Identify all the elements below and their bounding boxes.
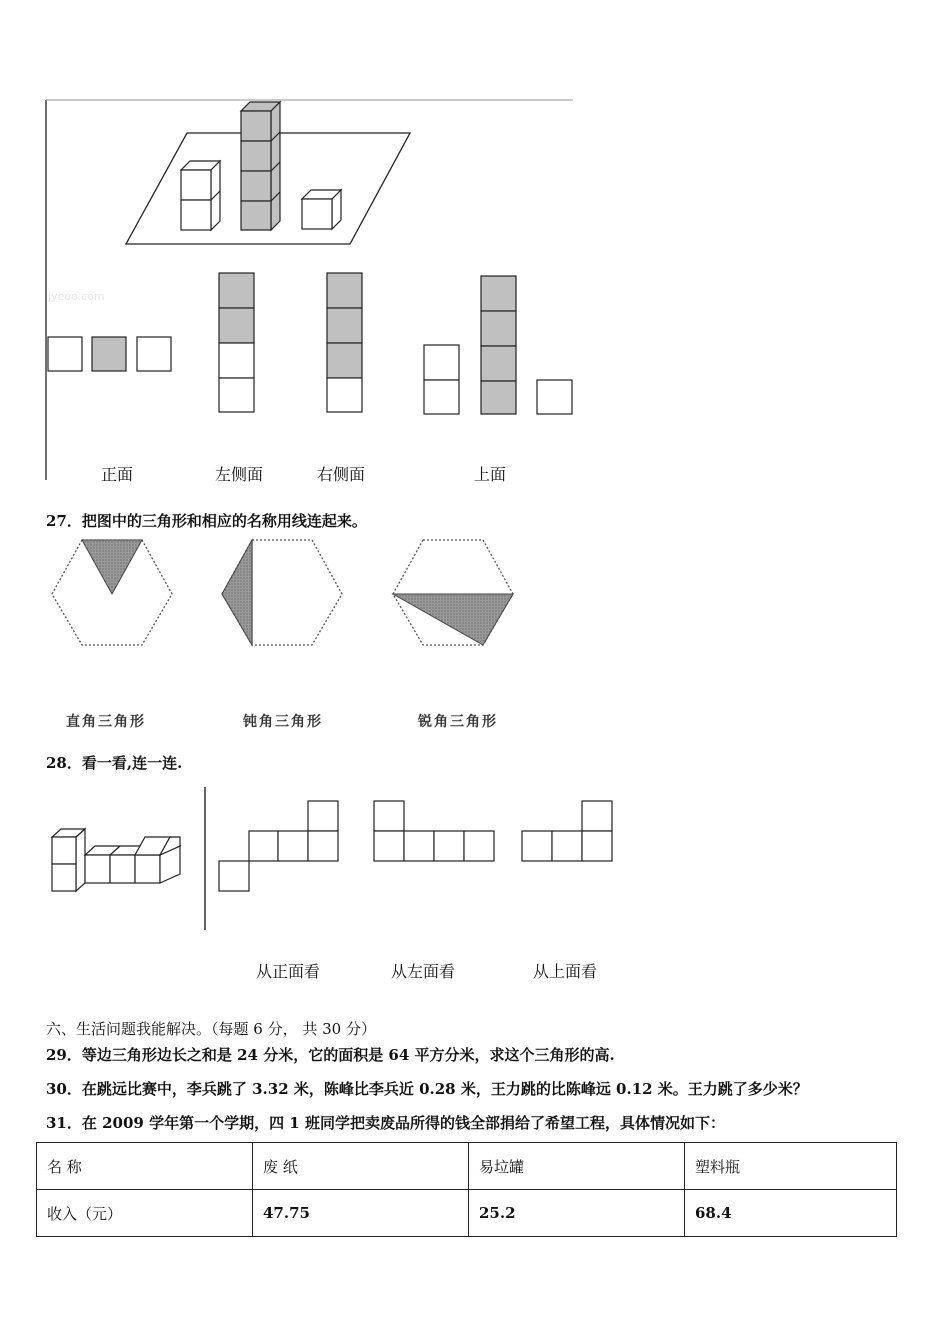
table-row-label: 收入（元） — [37, 1190, 253, 1237]
shaded-triangle-3 — [393, 594, 513, 645]
table-cell: 25.2 — [469, 1190, 685, 1237]
hexagon-3 — [393, 540, 513, 645]
watermark: jyeoo.com — [48, 290, 105, 303]
q28-label-top: 从上面看 — [533, 962, 598, 981]
q27-title — [46, 510, 367, 531]
income-table — [36, 1142, 897, 1237]
q28-title — [46, 752, 182, 773]
blocks-figure — [0, 0, 950, 500]
q28-text: 看一看,连一连. — [81, 754, 183, 772]
shaded-triangle-1 — [82, 540, 142, 594]
view-label-left: 左侧面 — [215, 465, 264, 484]
table-header-cell: 废 纸 — [253, 1143, 469, 1190]
table-header-row — [37, 1143, 897, 1190]
q27-text: 把图中的三角形和相应的名称用线连起来。 — [81, 512, 367, 530]
table-row — [37, 1190, 897, 1237]
q27-label-right-triangle: 直角三角形 — [66, 714, 146, 730]
hexagon-figures — [0, 535, 950, 675]
q30-text: 30．在跳远比赛中，李兵跳了 3.32 米，陈峰比李兵近 0.28 米，王力跳的比陈峰远 0.12 米。王力跳了多少米？ — [46, 1080, 808, 1098]
view-label-front: 正面 — [101, 465, 134, 484]
table-header-cell: 塑料瓶 — [685, 1143, 897, 1190]
table-header-cell: 名 称 — [37, 1143, 253, 1190]
q29-text: 29．等边三角形边长之和是 24 分米，它的面积是 64 平方分米，求这个三角形的高. — [46, 1046, 615, 1064]
section6-title: 六、生活问题我能解决。（每题 6 分， 共 30 分） — [46, 1020, 376, 1038]
view-label-right: 右侧面 — [317, 465, 366, 484]
table-cell: 68.4 — [685, 1190, 897, 1237]
table-header-cell: 易垃罐 — [469, 1143, 685, 1190]
q27-label-obtuse-triangle: 钝角三角形 — [243, 714, 323, 730]
cube-views-figure — [0, 785, 950, 945]
q31-text: 31．在 2009 学年第一个学期，四 1 班同学把卖废品所得的钱全部捐给了希望工程，具体情况如下： — [46, 1114, 725, 1132]
shaded-triangle-2 — [222, 540, 252, 645]
q28-number: 28． — [46, 754, 82, 772]
q28-label-left: 从左面看 — [391, 962, 456, 981]
table-cell: 47.75 — [253, 1190, 469, 1237]
view-label-top: 上面 — [474, 465, 507, 484]
q28-label-front: 从正面看 — [256, 962, 321, 981]
q27-number: 27． — [46, 512, 82, 530]
q27-label-acute-triangle: 锐角三角形 — [418, 714, 498, 730]
